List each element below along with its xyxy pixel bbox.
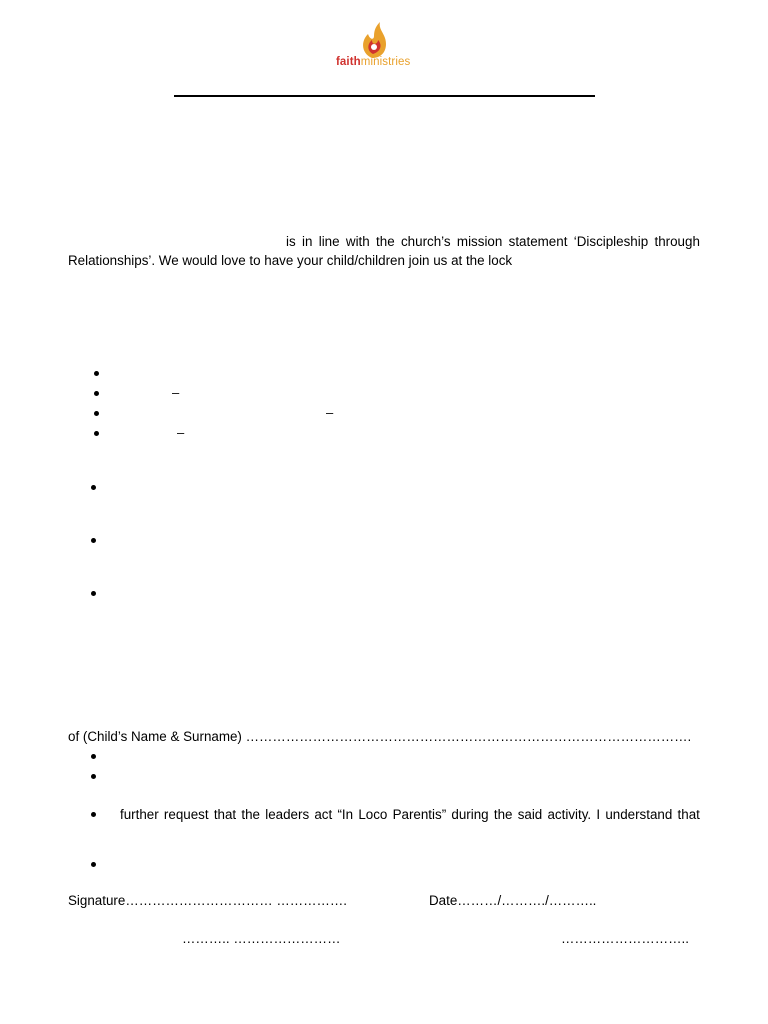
flame-icon [358, 20, 394, 60]
faith-ministries-logo [336, 20, 436, 72]
list-bullet [94, 371, 99, 376]
list-bullet [91, 774, 96, 779]
child-name-field[interactable]: ………………………………………………………………………………………. [245, 729, 692, 744]
date-field[interactable]: Date………/………./……….. [429, 893, 597, 908]
list-bullet [91, 485, 96, 490]
child-name-label [68, 729, 691, 744]
dotted-field-right[interactable]: ……………………….. [561, 931, 689, 946]
list-dash: – [326, 405, 334, 420]
dotted-field-left[interactable]: ……….. …………………… [182, 931, 341, 946]
word: the [376, 234, 395, 249]
list-bullet [91, 754, 96, 759]
word: the [493, 807, 513, 822]
header-rule [174, 95, 595, 97]
list-bullet [94, 431, 99, 436]
paragraph-line-2: Relationships’. We would love to have your child/children join us at the lock [68, 253, 513, 268]
word: ‘Discipleship [573, 234, 649, 249]
logo-wordmark [336, 56, 410, 68]
word: church’s [400, 234, 451, 249]
word: I [596, 807, 601, 822]
list-dash: – [172, 385, 180, 400]
word: leaders [265, 807, 310, 822]
child-name-label-text: of (Child’s Name & Surname) [68, 729, 242, 744]
word: line [318, 234, 340, 249]
word: Parentis” [392, 807, 447, 822]
word: further [120, 807, 159, 822]
list-bullet [94, 391, 99, 396]
word: act [314, 807, 333, 822]
logo-word-ministries: ministries [360, 56, 411, 68]
list-bullet [91, 591, 96, 596]
paragraph-line-1 [286, 234, 700, 249]
word: Loco [358, 807, 388, 822]
list-bullet [91, 538, 96, 543]
word: request [163, 807, 209, 822]
word: through [654, 234, 700, 249]
word: “In [337, 807, 354, 822]
word: with [345, 234, 370, 249]
list-bullet [94, 411, 99, 416]
word: is [286, 234, 296, 249]
list-dash: – [177, 425, 185, 440]
word: understand [605, 807, 673, 822]
word: that [677, 807, 700, 822]
word: during [451, 807, 489, 822]
logo-word-faith: faith [336, 56, 361, 68]
word: that [213, 807, 237, 822]
word: said [517, 807, 543, 822]
word: the [241, 807, 260, 822]
word: in [301, 234, 313, 249]
word: activity. [547, 807, 592, 822]
list-bullet [91, 812, 96, 817]
word: mission [456, 234, 503, 249]
list-bullet [91, 862, 96, 867]
request-line [120, 807, 700, 822]
word: statement [508, 234, 568, 249]
signature-field[interactable]: Signature…………………………… ……………. [68, 893, 348, 908]
